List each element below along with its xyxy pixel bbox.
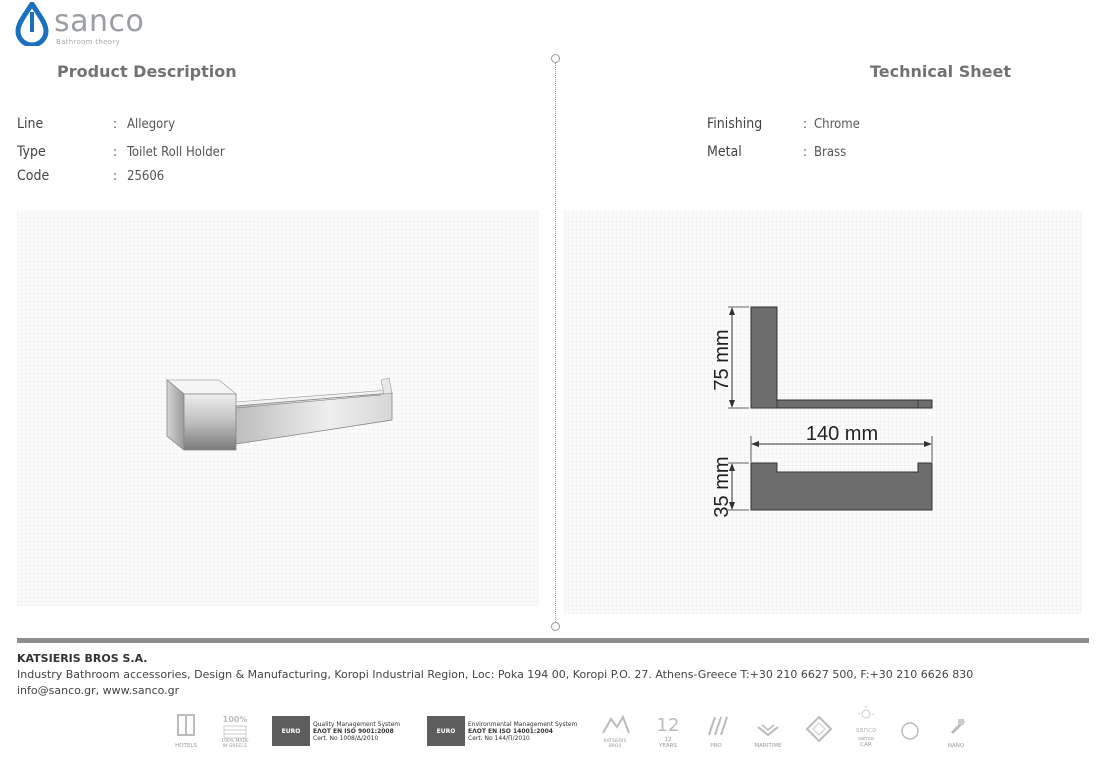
water-drop-logo-icon (14, 2, 50, 46)
height-dimension-label: 75 mm (711, 329, 733, 391)
spec-label: Line (17, 116, 44, 132)
iso-14001-standard: EΛΟΤ EN ISO 14001:2004 (468, 727, 553, 735)
brand-tagline: Bathroom theory (56, 38, 120, 46)
badge-label: KATSIERIS BROS (603, 739, 627, 749)
iso-9001-standard: EΛΟΤ EN ISO 9001:2008 (313, 727, 394, 735)
product-image-panel (17, 210, 539, 606)
spec-colon: : (803, 145, 807, 160)
svg-text:100%: 100% (222, 715, 248, 724)
vertical-divider (555, 58, 556, 628)
spec-label: Type (17, 144, 46, 160)
spec-label: Metal (707, 144, 742, 160)
diamond-badge-icon (805, 713, 833, 749)
badge-label: PRO (710, 743, 722, 749)
footer-company: KATSIERIS BROS S.A. (17, 652, 148, 665)
technical-sheet-title: Technical Sheet (870, 62, 1011, 81)
spec-value: Toilet Roll Holder (127, 145, 225, 160)
euro-cert-flag-icon: EURO (272, 716, 310, 746)
badge-label: NANO (947, 743, 965, 749)
iso-9001-badge (272, 716, 400, 746)
badge-label: 100% MADE IN GREECE (221, 739, 249, 749)
katsieris-badge-icon (597, 713, 633, 749)
badge-label: sanco CAR (857, 736, 875, 748)
iso-14001-title: Environmental Management System (468, 720, 578, 728)
technical-drawing (564, 210, 1082, 614)
circle-badge-icon (898, 713, 922, 749)
iso-14001-badge (427, 716, 577, 746)
maritime-badge-icon (750, 713, 786, 749)
iso-9001-title: Quality Management System (313, 720, 401, 728)
divider-bottom-dot (551, 622, 560, 631)
spec-colon: : (113, 117, 117, 132)
sanco-car-badge-icon (852, 706, 880, 748)
product-description-title: Product Description (57, 62, 237, 81)
spec-value: Allegory (127, 117, 176, 132)
hotels-badge-icon (172, 713, 200, 749)
footer-address: Industry Bathroom accessories, Design & Manufacturing, Koropi Industrial Region, Loc: Poka 194 00, Koropi P.O. 27. Athens-Greece T:+30 210 6627 500, F:+30 210 6626 830 (17, 668, 974, 681)
spec-colon: : (113, 169, 117, 184)
brand-name: sanco (54, 4, 145, 39)
pro-badge-icon (703, 713, 729, 749)
divider-top-dot (551, 54, 560, 63)
euro-cert-flag-icon: EURO (427, 716, 465, 746)
spec-colon: : (803, 117, 807, 132)
badge-label: 12 YEARS (659, 737, 677, 749)
iso-14001-cert: Cert. No 144/Π/2010 (468, 734, 530, 742)
spec-label: Code (17, 168, 50, 184)
iso-9001-cert: Cert. No 1008/Δ/2010 (313, 734, 379, 742)
spec-colon: : (113, 145, 117, 160)
footer-contact: info@sanco.gr, www.sanco.gr (17, 684, 180, 697)
footer-rule (17, 638, 1089, 643)
length-dimension-label: 140 mm (805, 423, 879, 445)
badge-label: HOTELS (175, 743, 197, 749)
top-view-drawing (728, 463, 932, 510)
technical-drawing-panel (564, 210, 1082, 614)
svg-text:sanco: sanco (855, 726, 877, 734)
svg-text:12: 12 (656, 715, 680, 736)
spec-label: Finishing (707, 116, 763, 132)
sanco-logo (14, 2, 154, 46)
spec-value: 25606 (127, 169, 165, 184)
spec-value: Brass (814, 145, 847, 160)
side-view-drawing (728, 307, 932, 408)
made-in-greece-badge-icon (220, 713, 250, 749)
depth-dimension-label: 35 mm (711, 456, 733, 518)
product-image (17, 210, 539, 606)
spec-value: Chrome (814, 117, 860, 132)
twelve-years-badge-icon (655, 713, 681, 749)
badge-label: MARITIME (754, 743, 782, 749)
nano-badge-icon (940, 713, 972, 749)
